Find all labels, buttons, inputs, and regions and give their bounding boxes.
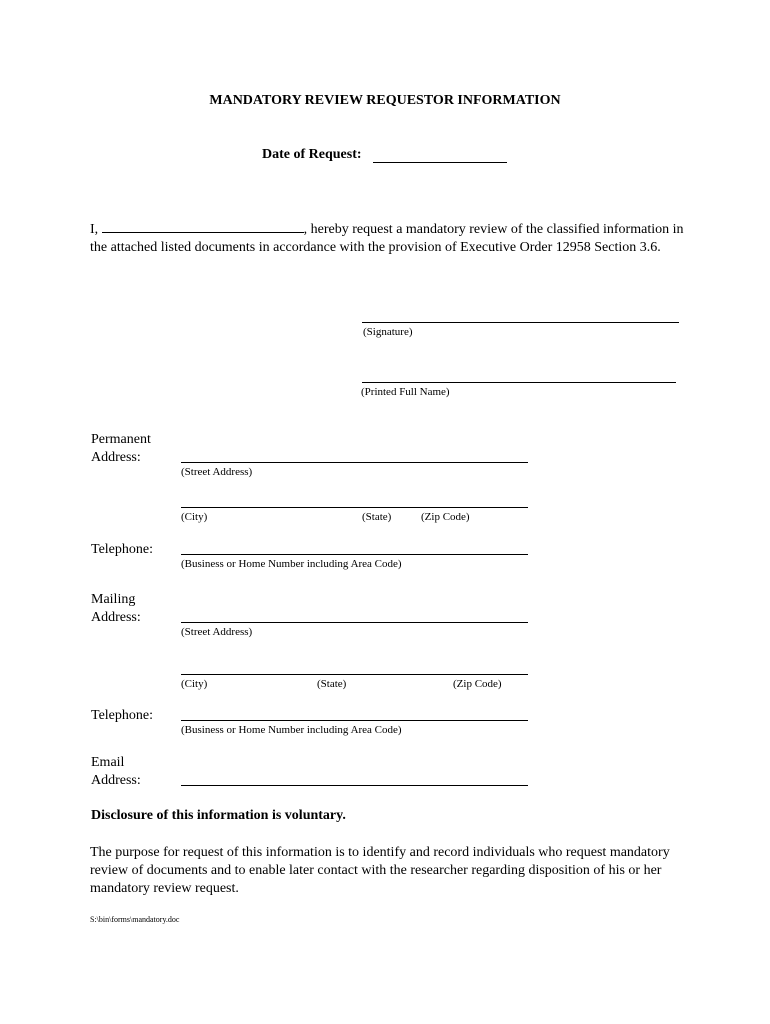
statement-text: , hereby request a mandatory review of the classified information in the attached listed documents in accordance with the provision of Executive Order 12958 Section 3.6. [90,222,684,255]
telephone-label-1: Telephone: [91,542,153,557]
mailing-street-caption: (Street Address) [181,626,253,638]
mailing-address-label-line1: Mailing [91,592,136,607]
footer-file-path: S:\bin\forms\mandatory.doc [90,915,180,924]
signature-caption: (Signature) [363,326,413,338]
purpose-paragraph: The purpose for request of this information is to identify and record individuals who request mandatory review of documents and to enable later contact with the researcher regarding disposition of his or her mandatory review request. [90,845,670,896]
document-title: MANDATORY REVIEW REQUESTOR INFORMATION [209,93,561,108]
permanent-address-label-line2: Address: [91,450,141,465]
permanent-street-caption: (Street Address) [181,466,253,478]
permanent-state-caption: (State) [362,511,392,523]
telephone-caption-1: (Business or Home Number including Area Code) [181,558,402,570]
telephone-field-1[interactable] [181,554,528,555]
printed-name-caption: (Printed Full Name) [361,386,450,398]
telephone-caption-2: (Business or Home Number including Area Code) [181,724,402,736]
mailing-city-state-zip-field[interactable] [181,674,528,675]
mailing-address-label-line2: Address: [91,610,141,625]
statement-prefix: I, [90,222,99,237]
date-of-request-field[interactable] [373,162,507,163]
permanent-address-label-line1: Permanent [91,432,151,447]
permanent-city-caption: (City) [181,511,208,523]
disclosure-statement: Disclosure of this information is voluntary. [91,808,346,823]
requestor-name-blank[interactable] [102,220,304,233]
permanent-zip-caption: (Zip Code) [421,511,470,523]
mailing-street-field[interactable] [181,622,528,623]
permanent-street-field[interactable] [181,462,528,463]
telephone-field-2[interactable] [181,720,528,721]
mailing-city-caption: (City) [181,678,208,690]
printed-name-line[interactable] [362,382,676,383]
date-of-request-label: Date of Request: [262,147,362,162]
telephone-label-2: Telephone: [91,708,153,723]
mailing-state-caption: (State) [317,678,347,690]
signature-line[interactable] [362,322,679,323]
mailing-zip-caption: (Zip Code) [453,678,502,690]
permanent-city-state-zip-field[interactable] [181,507,528,508]
email-address-label-line1: Email [91,755,125,770]
request-statement [90,220,690,257]
email-address-field[interactable] [181,785,528,786]
email-address-label-line2: Address: [91,773,141,788]
